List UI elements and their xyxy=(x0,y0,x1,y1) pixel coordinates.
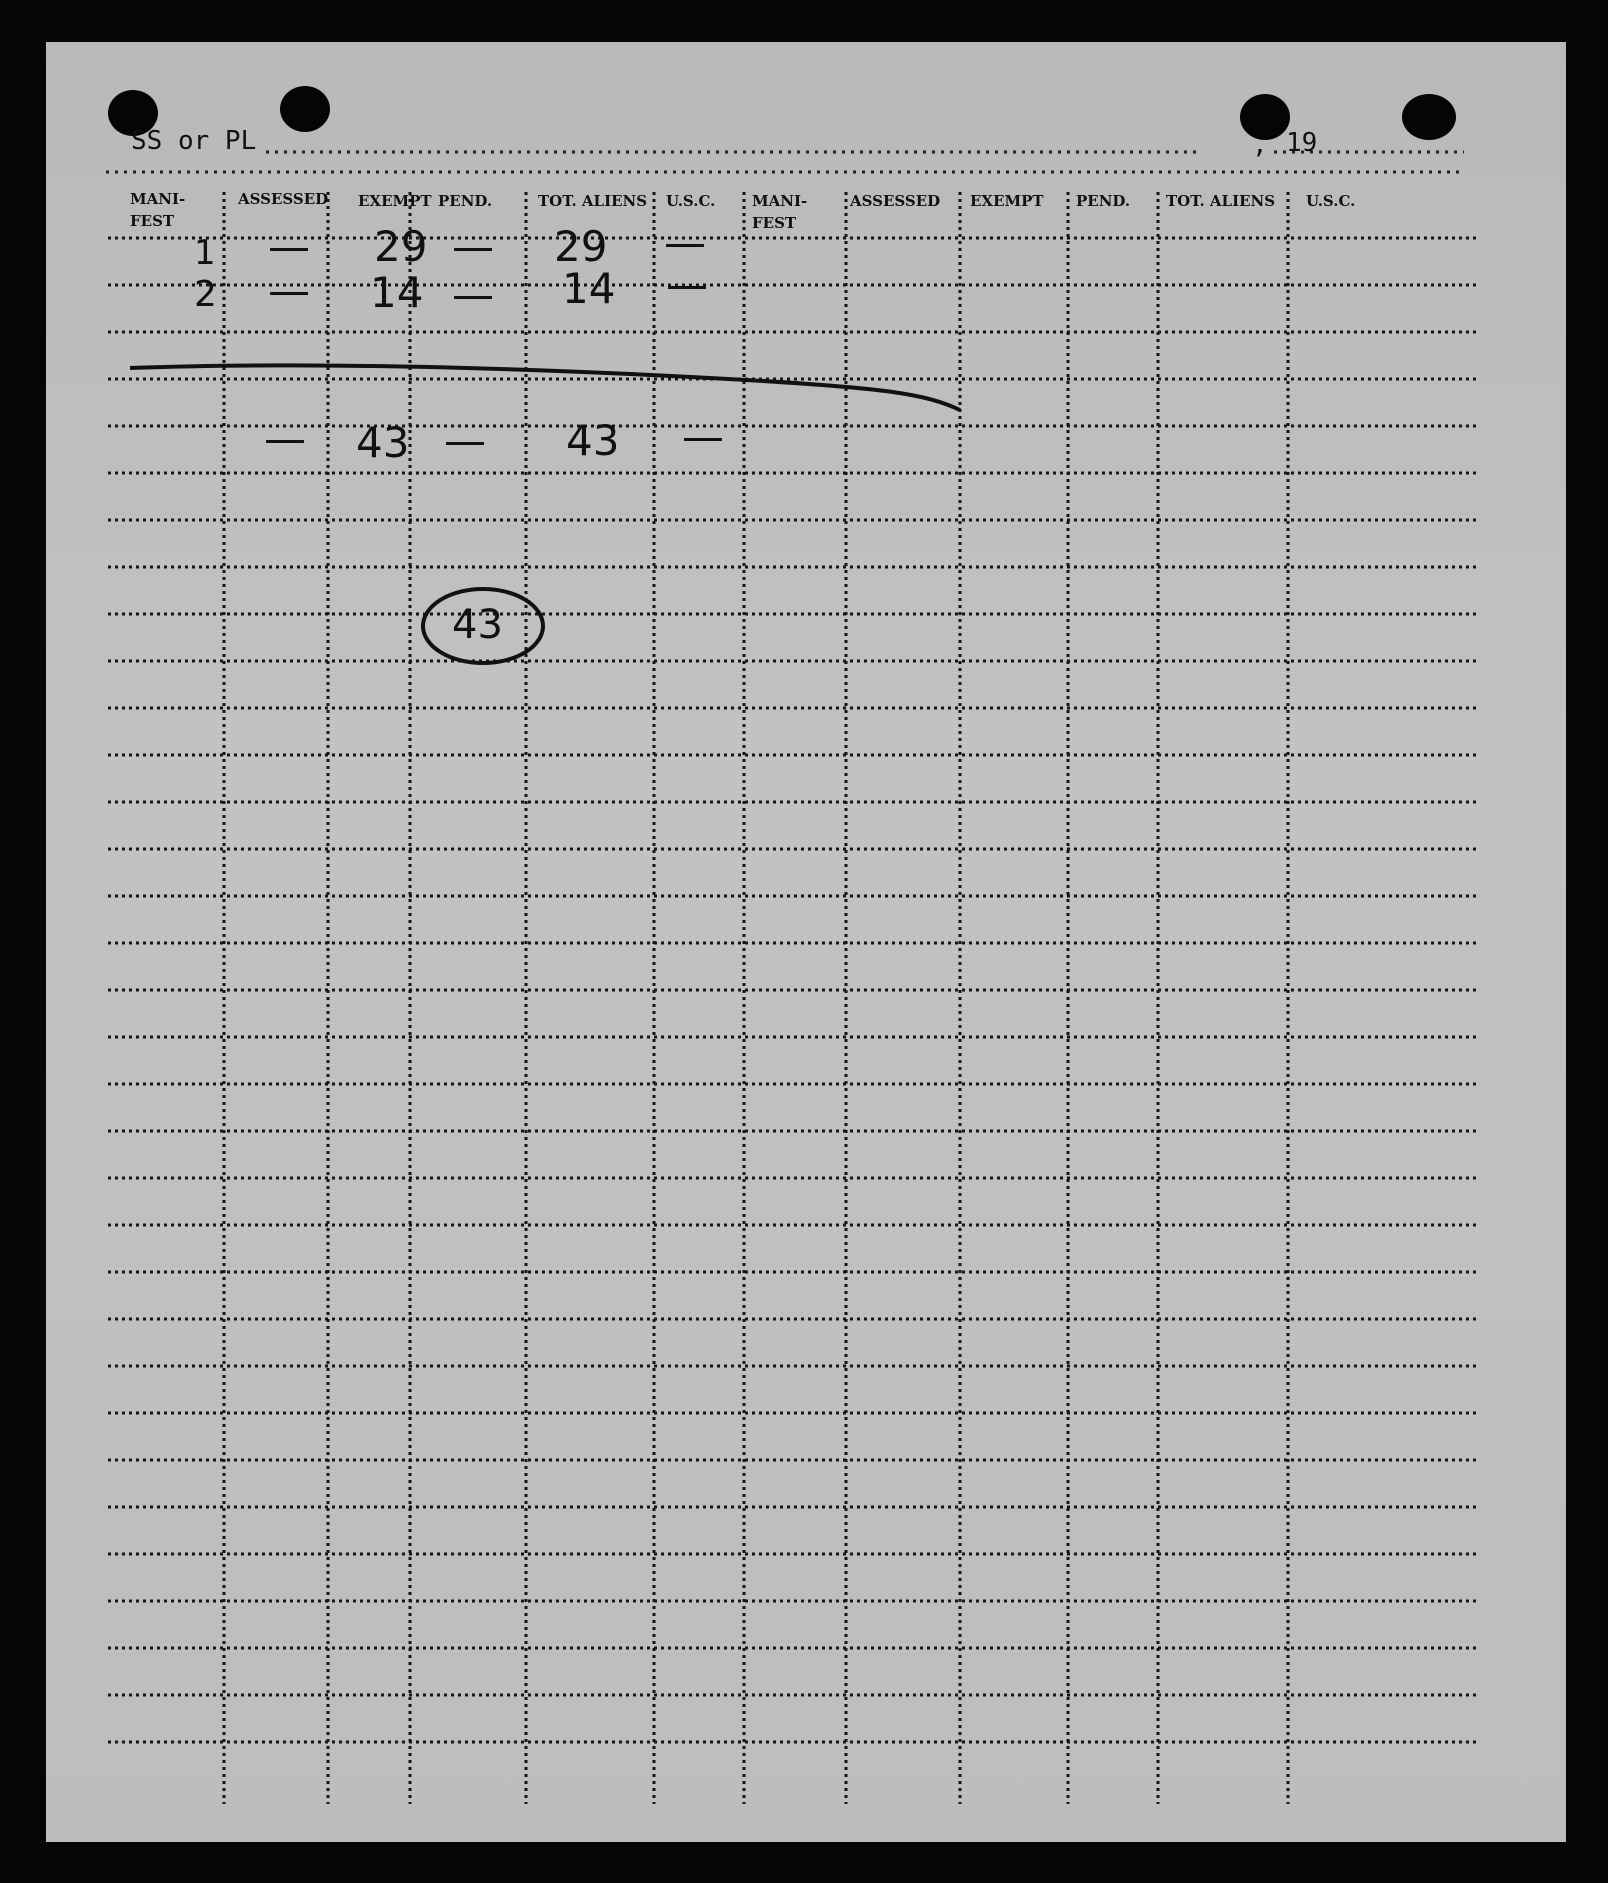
col-header-pend-2: PEND. xyxy=(1076,192,1131,210)
total-pend: — xyxy=(444,416,486,465)
ship-label: SS or PL xyxy=(131,126,257,156)
row1-usc: — xyxy=(664,218,706,267)
col-header-manifest: MANI- FEST xyxy=(130,190,186,230)
col-header-manifest-2: MANI- FEST xyxy=(752,192,808,232)
col-header-tot-aliens-2: TOT. ALIENS xyxy=(1166,192,1276,210)
row2-tot-aliens: 14 xyxy=(562,264,616,313)
year-prefix: 19 xyxy=(1286,128,1318,158)
col-header-usc-2: U.S.C. xyxy=(1306,192,1356,210)
col-header-assessed-2: ASSESSED xyxy=(850,192,941,210)
col-header-pend: PEND. xyxy=(438,192,493,210)
col-header-assessed: ASSESSED xyxy=(238,190,329,208)
total-exempt: 43 xyxy=(356,418,410,467)
col-header-exempt: EXEMPT xyxy=(358,192,432,210)
col-header-exempt-2: EXEMPT xyxy=(970,192,1044,210)
row2-exempt: 14 xyxy=(370,268,424,317)
total-tot-aliens: 43 xyxy=(566,416,620,465)
row1-tot-aliens: 29 xyxy=(554,222,608,271)
row1-exempt: 29 xyxy=(374,222,428,271)
total-usc: — xyxy=(682,412,724,461)
row2-usc: — xyxy=(666,260,708,309)
manifest-form-sheet xyxy=(46,42,1566,1842)
total-assessed: — xyxy=(264,414,306,463)
row1-assessed: — xyxy=(268,222,310,271)
date-comma: , xyxy=(1252,130,1268,160)
row2-assessed: — xyxy=(268,266,310,315)
row2-pend: — xyxy=(452,270,494,319)
circled-total: 43 xyxy=(452,602,503,648)
row1-pend: — xyxy=(452,222,494,271)
col-header-tot-aliens: TOT. ALIENS xyxy=(538,192,648,210)
row2-manifest: 2 xyxy=(194,274,217,315)
col-header-usc: U.S.C. xyxy=(666,192,716,210)
row1-manifest: 1 xyxy=(194,233,216,273)
